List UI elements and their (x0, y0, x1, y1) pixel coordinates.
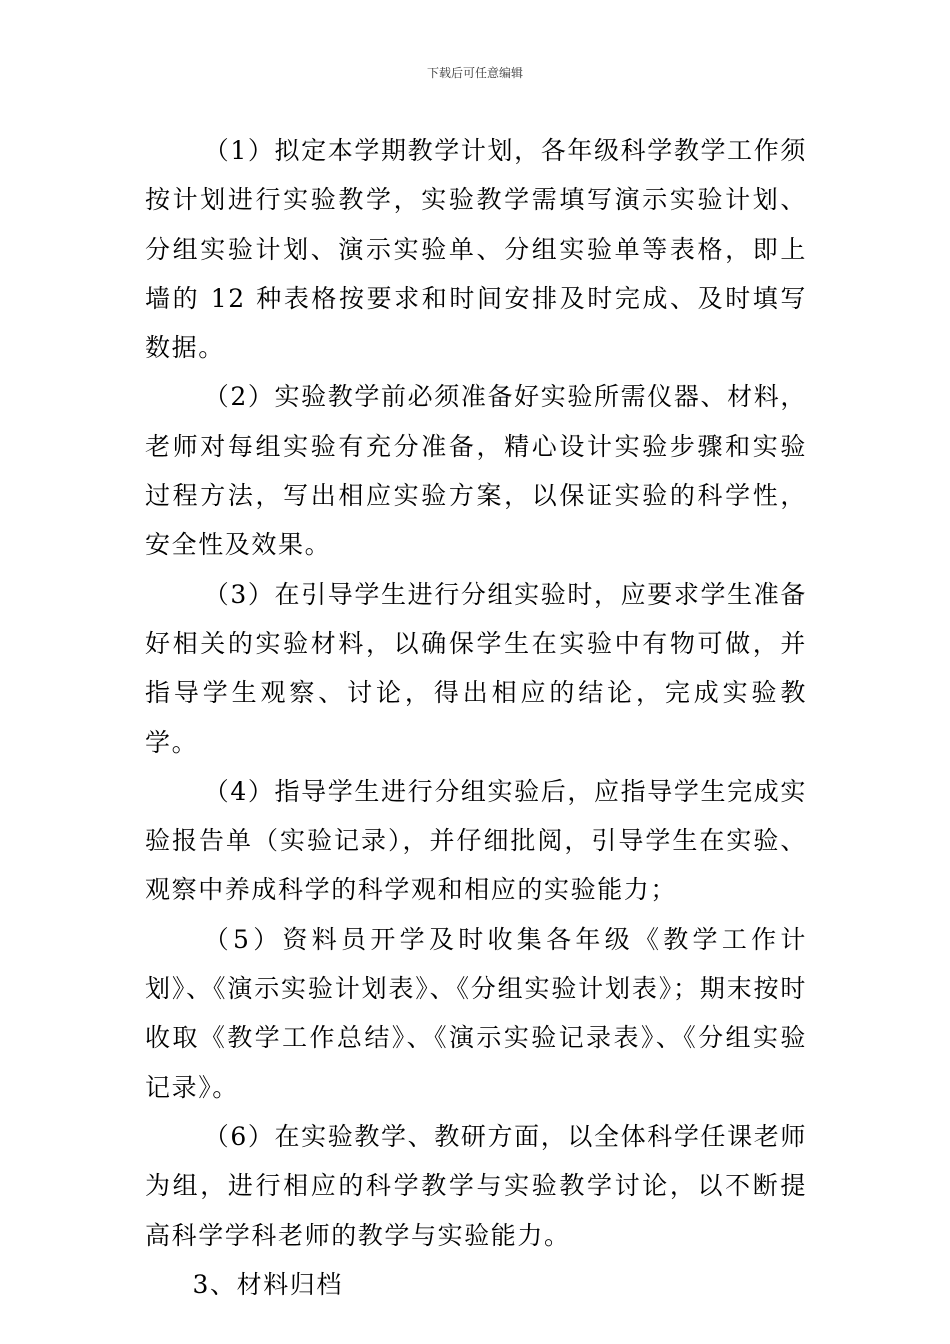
paragraph-3: （3）在引导学生进行分组实验时，应要求学生准备好相关的实验材料，以确保学生在实验中有物可做，并指导学生观察、讨论，得出相应的结论，完成实验教学。 (145, 579, 807, 757)
section-heading: 3、材料归档 (192, 1269, 344, 1299)
paragraph-4: （4）指导学生进行分组实验后，应指导学生完成实验报告单（实验记录），并仔细批阅，引导学生在实验、观察中养成科学的科学观和相应的实验能力； (145, 776, 807, 905)
paragraph-6: （6）在实验教学、教研方面，以全体科学任课老师为组，进行相应的科学教学与实验教学讨论，以不断提高科学学科老师的教学与实验能力。 (145, 1121, 807, 1250)
page-header: 下载后可任意编辑 (426, 66, 523, 80)
paragraph-2: （2）实验教学前必须准备好实验所需仪器、材料，老师对每组实验有充分准备，精心设计实验步骤和实验过程方法，写出相应实验方案，以保证实验的科学性，安全性及效果。 (145, 382, 807, 560)
paragraph-5: （5）资料员开学及时收集各年级《教学工作计划》、《演示实验计划表》、《分组实验计划表》；期末按时收取《教学工作总结》、《演示实验记录表》、《分组实验记录》。 (145, 924, 807, 1102)
body-text (145, 126, 807, 1309)
paragraph-1: （1）拟定本学期教学计划，各年级科学教学工作须按计划进行实验教学，实验教学需填写演示实验计划、分组实验计划、演示实验单、分组实验单等表格，即上墙的 12 种表格按要求和时间安排及时完成、及时填写数据。 (145, 136, 807, 363)
